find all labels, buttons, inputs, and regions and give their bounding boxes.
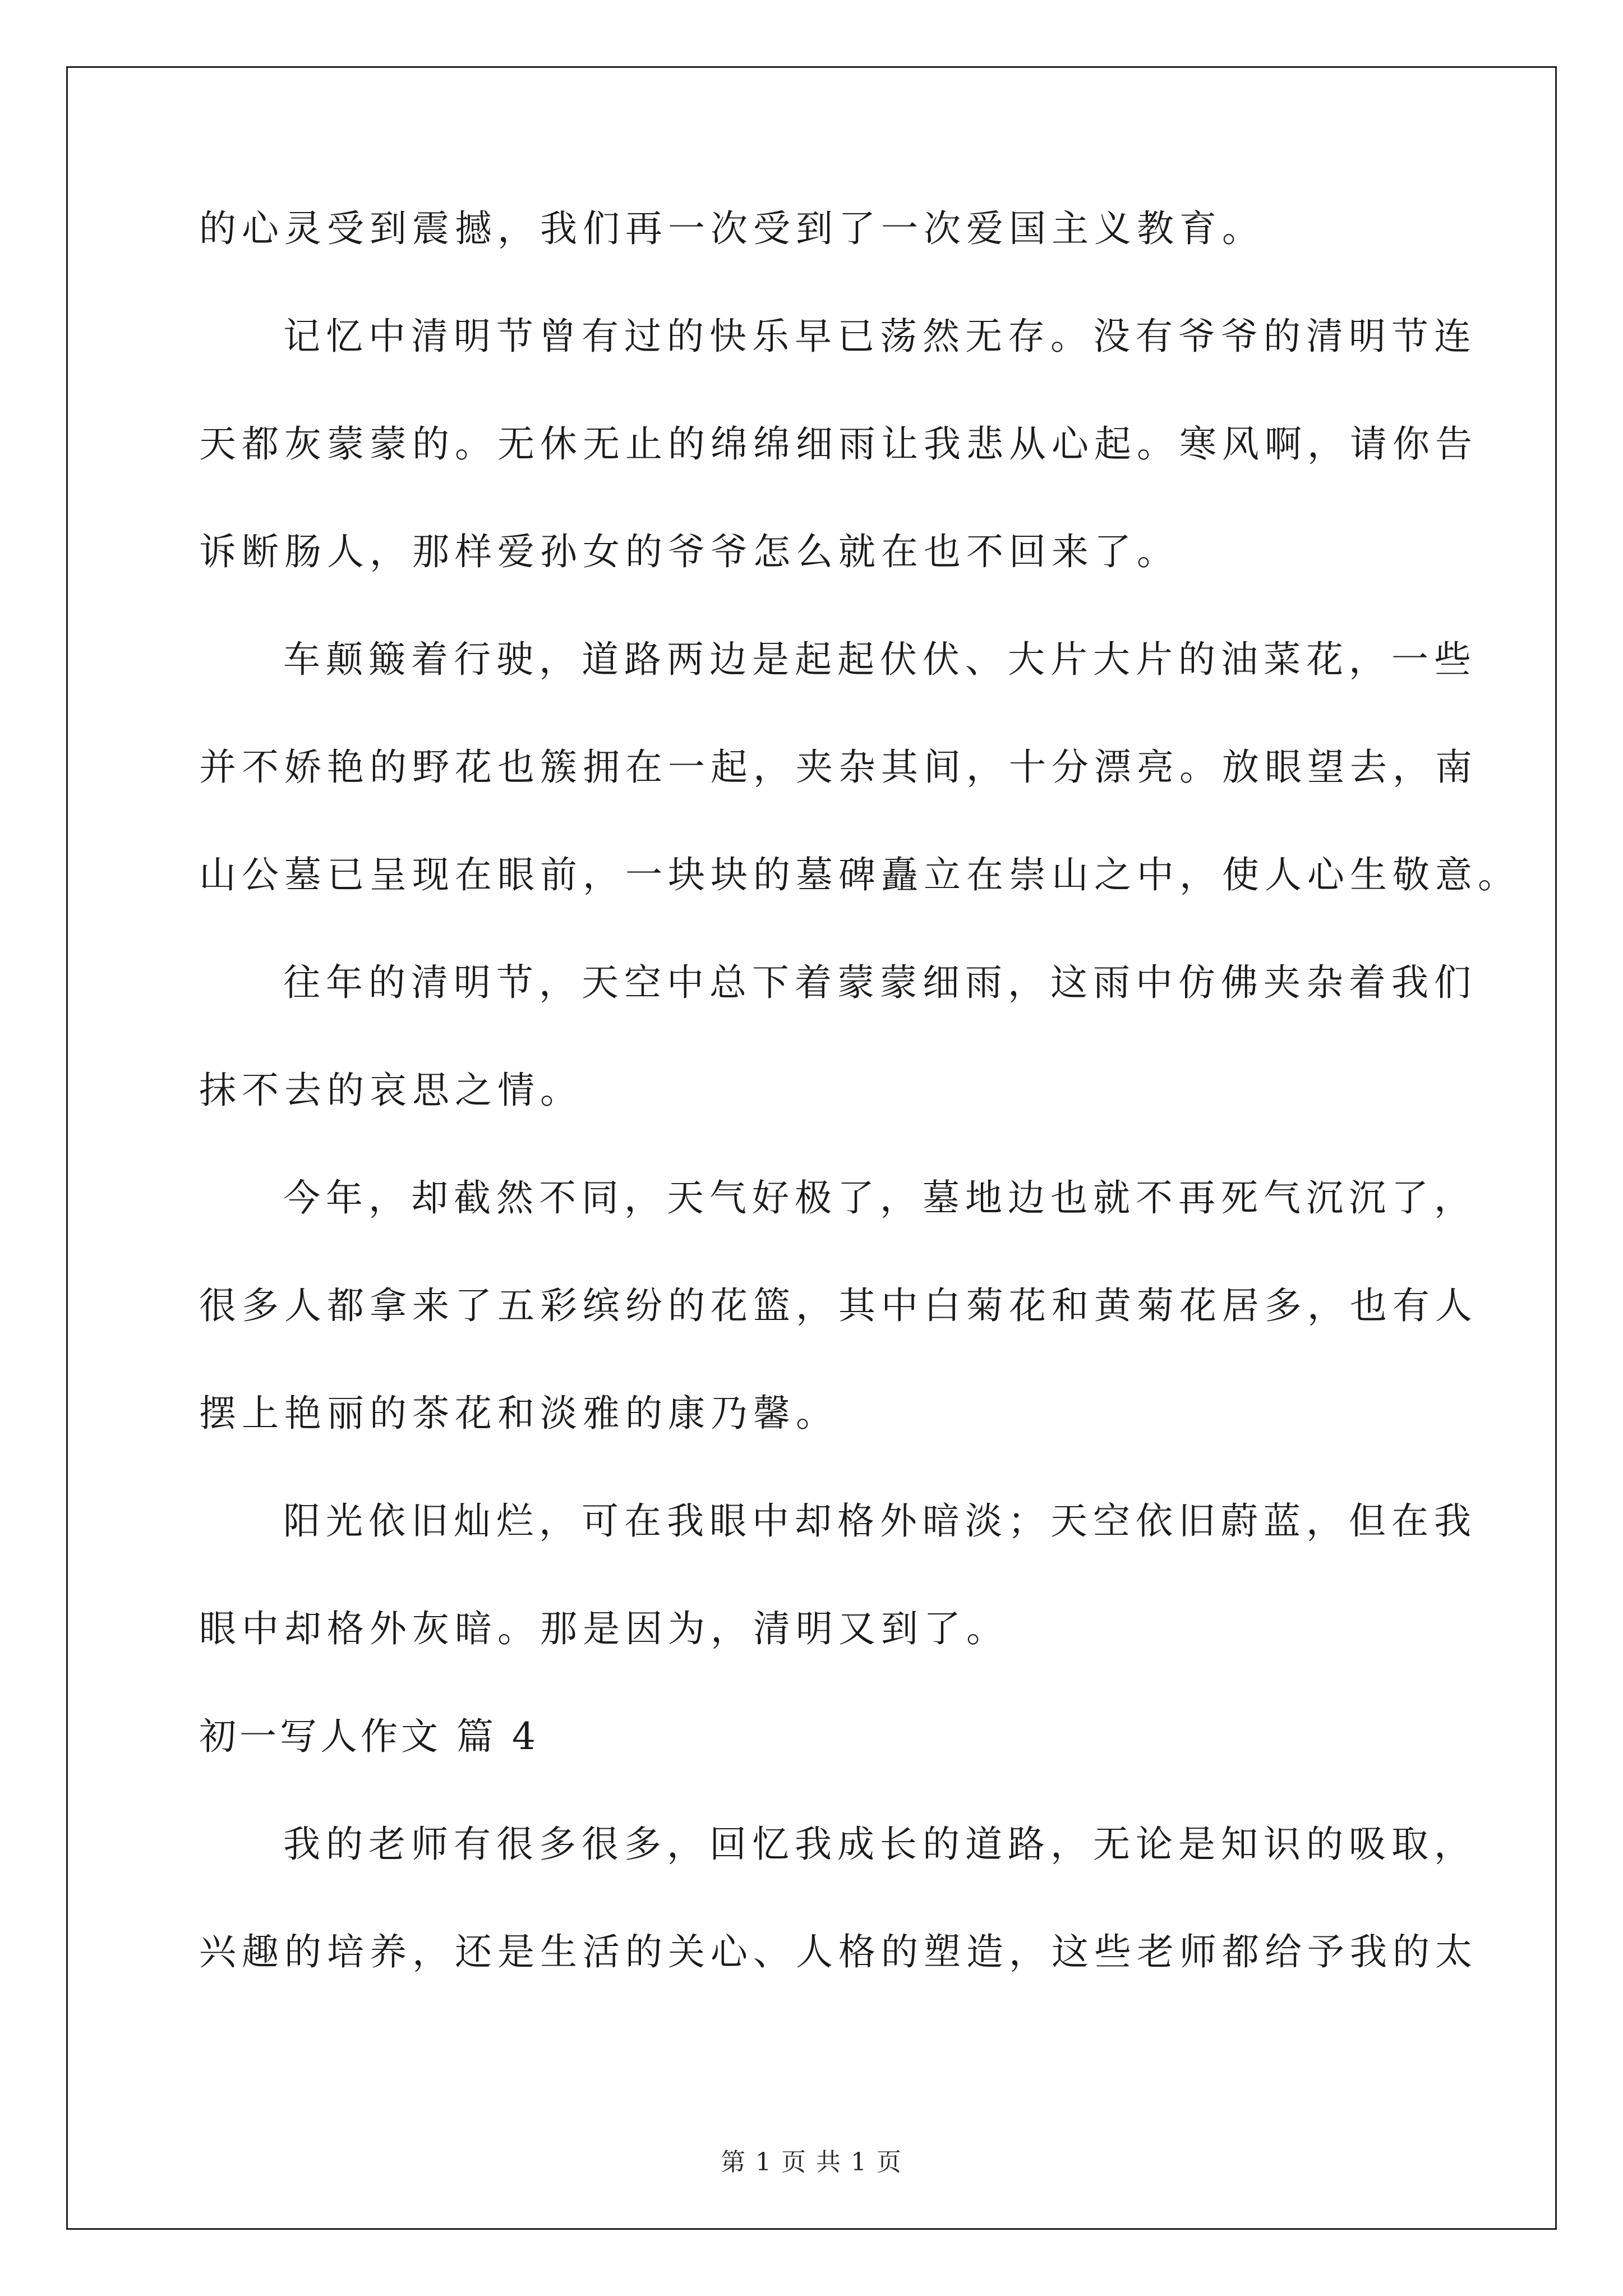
paragraph-start: 记忆中清明节曾有过的快乐早已荡然无存。没有爷爷的清明节连 — [283, 315, 1477, 358]
paragraph-start: 往年的清明节，天空中总下着蒙蒙细雨，这雨中仿佛夹杂着我们 — [283, 961, 1477, 1004]
text-line: 抹不去的哀思之情。 — [199, 1069, 583, 1112]
text-line: 天都灰蒙蒙的。无休无止的绵绵细雨让我悲从心起。寒风啊，请你告 — [199, 422, 1478, 466]
paragraph-start: 车颠簸着行驶，道路两边是起起伏伏、大片大片的油菜花，一些 — [283, 638, 1477, 681]
text-line: 眼中却格外灰暗。那是因为，清明又到了。 — [199, 1607, 1009, 1650]
text-line: 山公墓已呈现在眼前，一块块的墓碑矗立在崇山之中，使人心生敬意。 — [199, 853, 1520, 896]
text-line: 的心灵受到震撼，我们再一次受到了一次爱国主义教育。 — [199, 207, 1265, 250]
page-footer: 第 1 页 共 1 页 — [721, 2148, 902, 2177]
text-line: 摆上艳丽的茶花和淡雅的康乃馨。 — [199, 1392, 838, 1435]
text-line: 并不娇艳的野花也簇拥在一起，夹杂其间，十分漂亮。放眼望去，南 — [199, 746, 1478, 789]
section-heading: 初一写人作文 篇 4 — [199, 1715, 539, 1758]
text-line: 兴趣的培养，还是生活的关心、人格的塑造，这些老师都给予我的太 — [199, 1930, 1478, 1973]
paragraph-start: 今年，却截然不同，天气好极了，墓地边也就不再死气沉沉了， — [283, 1176, 1477, 1220]
text-line: 很多人都拿来了五彩缤纷的花篮，其中白菊花和黄菊花居多，也有人 — [199, 1284, 1478, 1327]
paragraph-start: 阳光依旧灿烂，可在我眼中却格外暗淡；天空依旧蔚蓝，但在我 — [283, 1499, 1477, 1543]
paragraph-start: 我的老师有很多很多，回忆我成长的道路，无论是知识的吸取， — [283, 1823, 1477, 1866]
page-frame — [66, 66, 1557, 2230]
text-line: 诉断肠人，那样爱孙女的爷爷怎么就在也不回来了。 — [199, 530, 1179, 573]
